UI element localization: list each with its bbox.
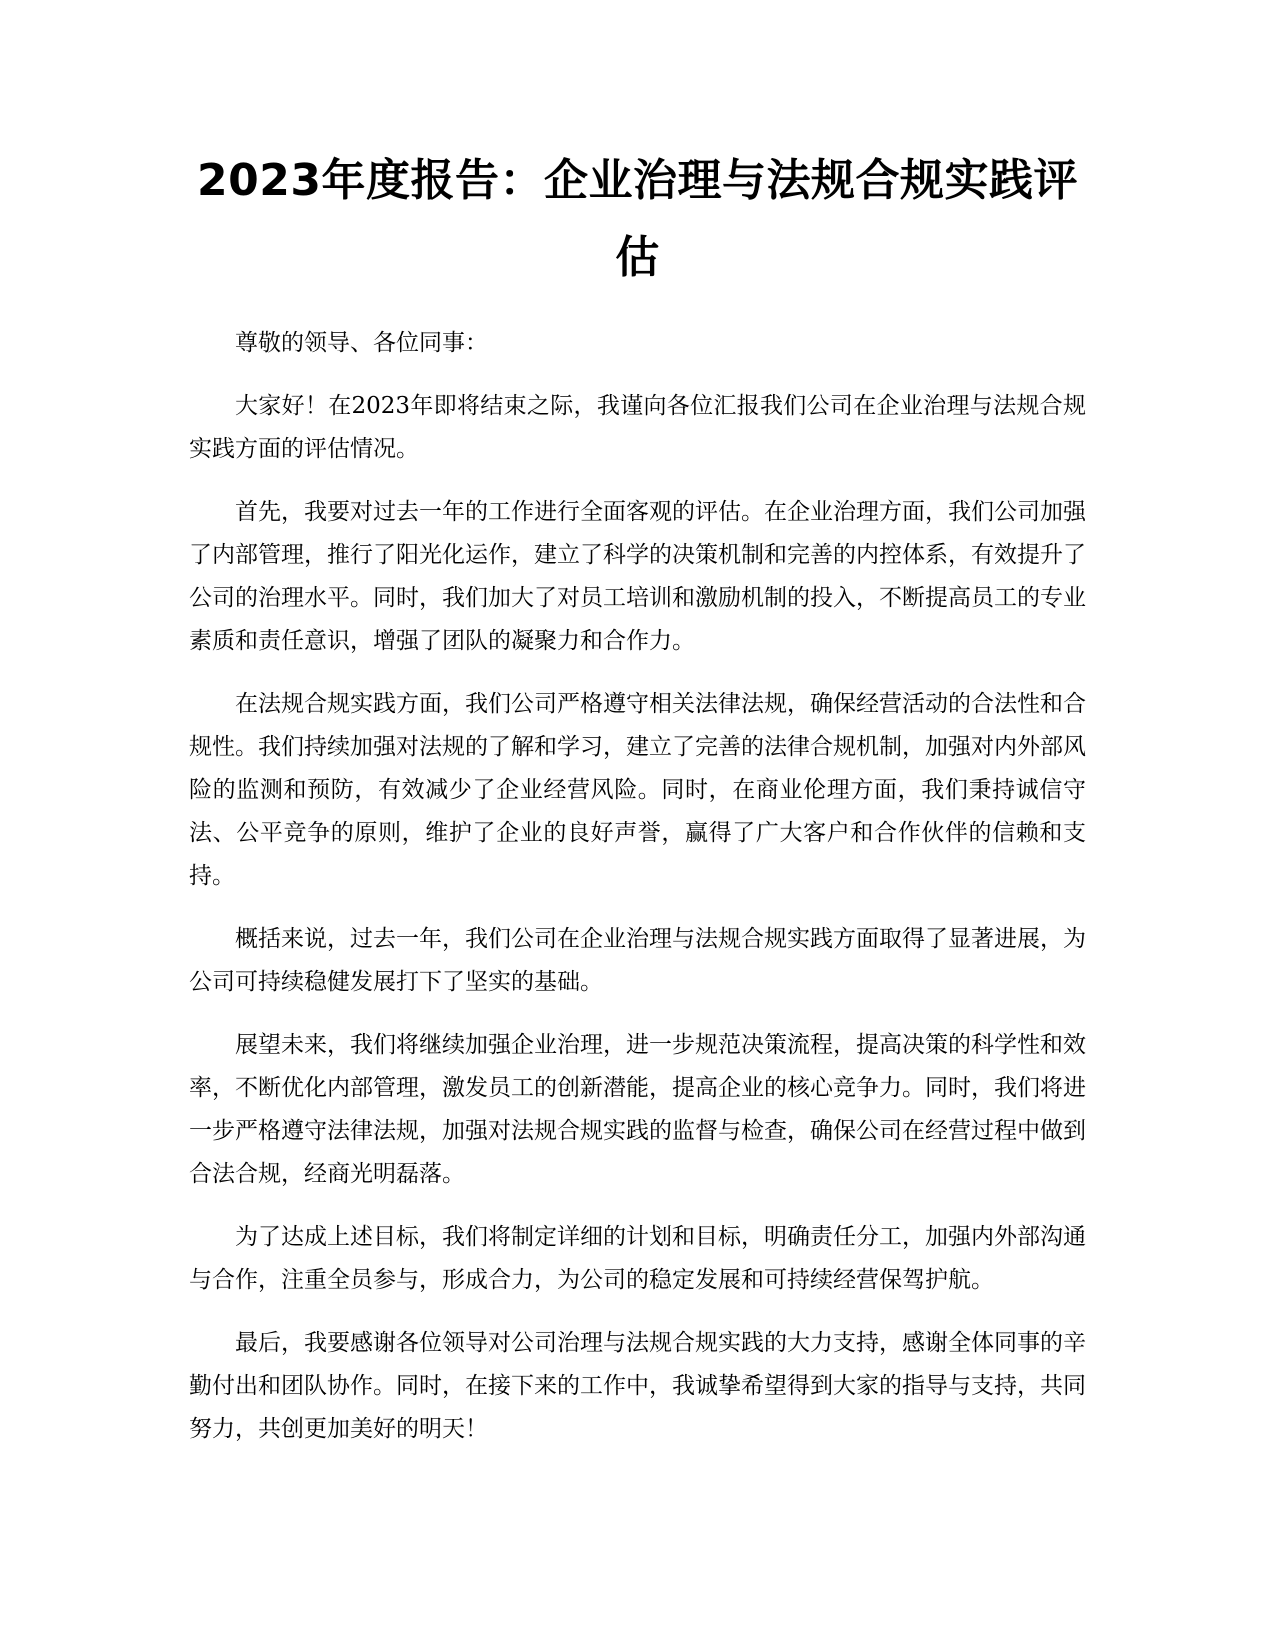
salutation-paragraph: 尊敬的领导、各位同事： <box>235 330 488 356</box>
compliance-review-paragraph: 在法规合规实践方面，我们公司严格遵守相关法律法规，确保经营活动的合法性和合规性。我们持续加强对法规的了解和学习，建立了完善的法律合规机制，加强对内外部风险的监测和预防，有效减少了企业经营风险。同时，在商业伦理方面，我们秉持诚信守法、公平竞争的原则，维护了企业的良好声誉，赢得了广大客户和合作伙伴的信赖和支持。 <box>189 691 1086 889</box>
greeting-paragraph: 大家好！在2023年即将结束之际，我谨向各位汇报我们公司在企业治理与法规合规实践方面的评估情况。 <box>189 393 1086 462</box>
governance-review-paragraph: 首先，我要对过去一年的工作进行全面客观的评估。在企业治理方面，我们公司加强了内部管理，推行了阳光化运作，建立了科学的决策机制和完善的内控体系，有效提升了公司的治理水平。同时，我们加大了对员工培训和激励机制的投入，不断提高员工的专业素质和责任意识，增强了团队的凝聚力和合作力。 <box>189 499 1086 654</box>
outlook-paragraph: 展望未来，我们将继续加强企业治理，进一步规范决策流程，提高决策的科学性和效率，不断优化内部管理，激发员工的创新潜能，提高企业的核心竞争力。同时，我们将进一步严格遵守法律法规，加强对法规合规实践的监督与检查，确保公司在经营过程中做到合法合规，经商光明磊落。 <box>189 1032 1086 1187</box>
document-title: 2023年度报告：企业治理与法规合规实践评估 <box>197 155 1078 283</box>
document-body <box>189 322 1086 1471</box>
closing-paragraph: 最后，我要感谢各位领导对公司治理与法规合规实践的大力支持，感谢全体同事的辛勤付出和团队协作。同时，在接下来的工作中，我诚挚希望得到大家的指导与支持，共同努力，共创更加美好的明天！ <box>189 1330 1086 1442</box>
summary-paragraph: 概括来说，过去一年，我们公司在企业治理与法规合规实践方面取得了显著进展，为公司可持续稳健发展打下了坚实的基础。 <box>189 926 1086 995</box>
goals-paragraph: 为了达成上述目标，我们将制定详细的计划和目标，明确责任分工，加强内外部沟通与合作，注重全员参与，形成合力，为公司的稳定发展和可持续经营保驾护航。 <box>189 1224 1086 1293</box>
